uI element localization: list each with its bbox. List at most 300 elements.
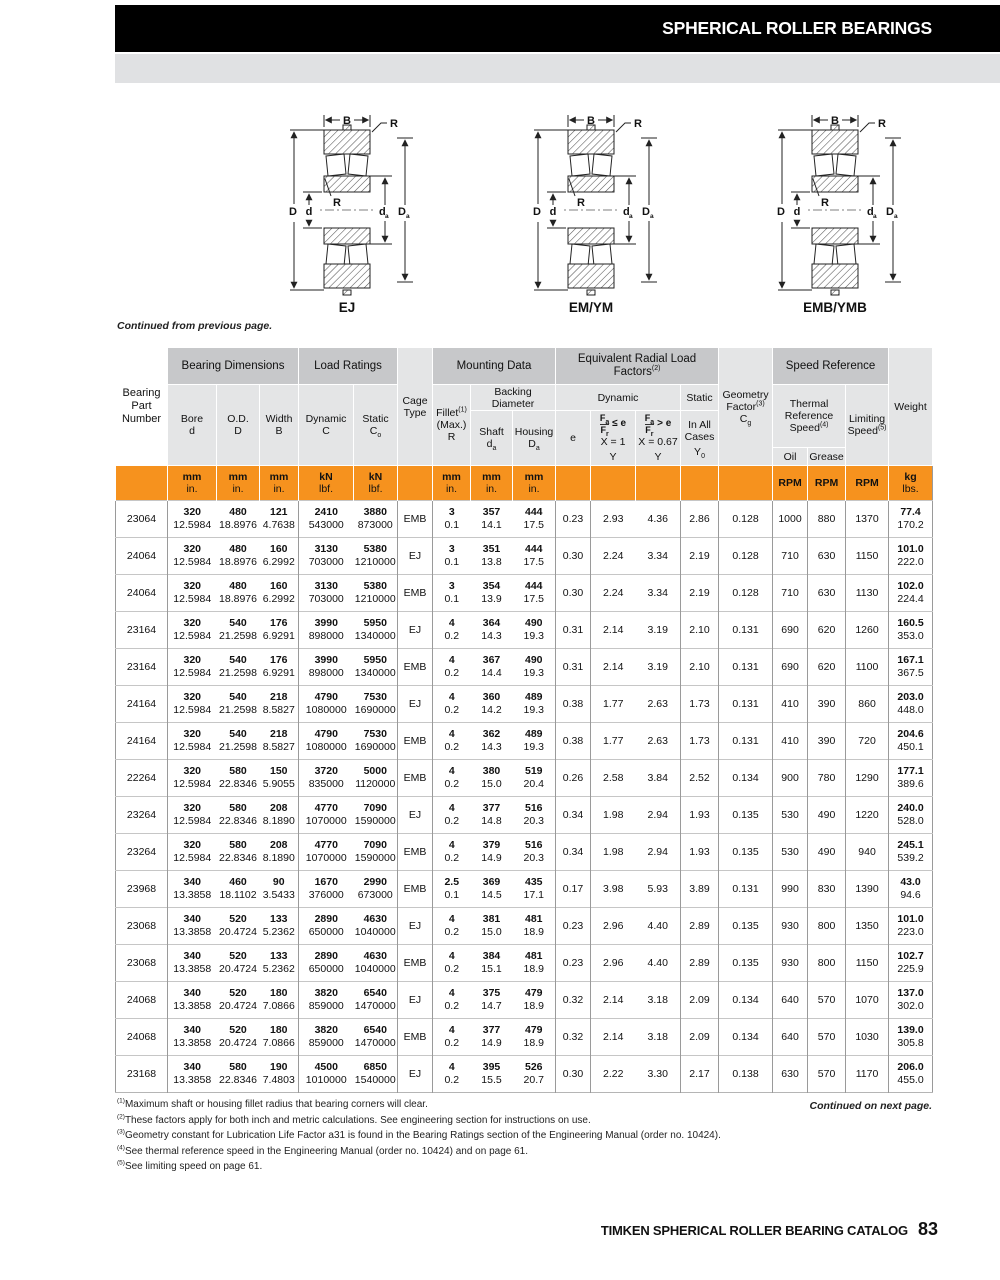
cell-cage-type: EMB (398, 649, 433, 686)
cell-dynamic-rating: 4790 1080000 (299, 723, 354, 760)
cell-fillet: 2.5 0.1 (433, 871, 471, 908)
group-header-equivalent-radial-load-factors: Equivalent Radial Load Factors$^{(2)}$ (556, 348, 719, 385)
bearing-cross-section-diagram (278, 112, 438, 317)
cell-width: 160 6.2992 (260, 538, 299, 575)
cell-geometry-factor: 0.135 (719, 908, 773, 945)
col-header-geometry-factor: Geometry Factor$^{(3)}$ $C_g$ (719, 348, 773, 466)
cell-grease-speed: 620 (808, 612, 846, 649)
cell-y-x067: 4.36 (636, 501, 681, 538)
svg-text:a: a (650, 213, 654, 220)
table-row (116, 612, 933, 649)
cell-od: 480 18.8976 (217, 501, 260, 538)
cell-width: 208 8.1890 (260, 797, 299, 834)
cell-grease-speed: 620 (808, 649, 846, 686)
cell-limiting-speed: 720 (846, 723, 889, 760)
col-header-in-all-cases: In All Cases $Y_0$ (681, 411, 719, 466)
cell-part-number: 23064 (116, 501, 168, 538)
cell-fillet: 4 0.2 (433, 649, 471, 686)
cell-y-x067: 2.94 (636, 797, 681, 834)
cell-oil-speed: 930 (773, 945, 808, 982)
dim-label-Da: D (398, 206, 406, 218)
cell-oil-speed: 640 (773, 982, 808, 1019)
cell-od: 540 21.2598 (217, 649, 260, 686)
cell-housing-backing: 490 19.3 (513, 649, 556, 686)
cell-y-x1: 2.93 (591, 501, 636, 538)
cell-y-x067: 4.40 (636, 908, 681, 945)
cell-width: 190 7.4803 (260, 1056, 299, 1093)
cell-width: 133 5.2362 (260, 945, 299, 982)
cell-e: 0.38 (556, 686, 591, 723)
cell-static-rating: 7090 1590000 (354, 797, 398, 834)
cell-geometry-factor: 0.128 (719, 538, 773, 575)
cell-e: 0.30 (556, 1056, 591, 1093)
table-row (116, 871, 933, 908)
table-row (116, 649, 933, 686)
footnote-1: $^{(1)}$Maximum shaft or housing fillet radius that bearing corners will clear. (117, 1097, 428, 1110)
cell-y0: 2.52 (681, 760, 719, 797)
cell-static-rating: 5000 1120000 (354, 760, 398, 797)
cell-oil-speed: 990 (773, 871, 808, 908)
table-row (116, 1019, 933, 1056)
cell-weight: 101.0 222.0 (889, 538, 933, 575)
cell-y-x1: 2.24 (591, 575, 636, 612)
cell-width: 160 6.2992 (260, 575, 299, 612)
table-row (116, 908, 933, 945)
cell-static-rating: 7090 1590000 (354, 834, 398, 871)
col-header-thermal-reference-speed: Thermal Reference Speed$^{(4)}$ (773, 385, 846, 448)
cell-limiting-speed: 1260 (846, 612, 889, 649)
cell-part-number: 23264 (116, 797, 168, 834)
cell-y-x1: 1.77 (591, 723, 636, 760)
dim-label-D: D (533, 206, 541, 218)
cell-y-x1: 3.98 (591, 871, 636, 908)
cell-e: 0.30 (556, 575, 591, 612)
col-header-weight: Weight (889, 348, 933, 466)
cell-shaft-backing: 362 14.3 (471, 723, 513, 760)
table-row (116, 501, 933, 538)
cell-housing-backing: 481 18.9 (513, 945, 556, 982)
cell-shaft-backing: 377 14.9 (471, 1019, 513, 1056)
units-row: mm in. mm in. mm in. kN lbf. kN lbf. mm in. mm in. mm in. RPM RPM RPM kg lbs. (116, 466, 933, 501)
continued-from-note: Continued from previous page. (117, 320, 273, 332)
cell-weight: 102.7 225.9 (889, 945, 933, 982)
footnote-2: $^{(2)}$These factors apply for both inch and metric calculations. See engineering section for instructions on use. (117, 1113, 591, 1126)
cell-fillet: 4 0.2 (433, 686, 471, 723)
bearing-spec-table (115, 347, 933, 1093)
cell-shaft-backing: 381 15.0 (471, 908, 513, 945)
footnote-5: $^{(5)}$See limiting speed on page 61. (117, 1159, 263, 1172)
cell-limiting-speed: 1070 (846, 982, 889, 1019)
cell-fillet: 4 0.2 (433, 908, 471, 945)
cell-od: 540 21.2598 (217, 686, 260, 723)
cell-y-x1: 1.98 (591, 834, 636, 871)
cell-weight: 203.0 448.0 (889, 686, 933, 723)
cell-housing-backing: 481 18.9 (513, 908, 556, 945)
cell-limiting-speed: 1390 (846, 871, 889, 908)
cell-limiting-speed: 1130 (846, 575, 889, 612)
footer-page-number: 83 (917, 1219, 938, 1239)
cell-cage-type: EMB (398, 834, 433, 871)
cell-y0: 2.19 (681, 575, 719, 612)
cell-y-x1: 1.98 (591, 797, 636, 834)
cell-limiting-speed: 1370 (846, 501, 889, 538)
cell-housing-backing: 489 19.3 (513, 686, 556, 723)
cell-oil-speed: 530 (773, 797, 808, 834)
diagram-ej (278, 112, 438, 317)
cell-cage-type: EMB (398, 501, 433, 538)
cell-y0: 2.19 (681, 538, 719, 575)
group-header-load-ratings: Load Ratings (299, 348, 398, 385)
cell-fillet: 4 0.2 (433, 834, 471, 871)
cell-od: 520 20.4724 (217, 945, 260, 982)
cell-shaft-backing: 375 14.7 (471, 982, 513, 1019)
footnotes (117, 1097, 817, 1175)
cell-e: 0.38 (556, 723, 591, 760)
cell-y0: 1.93 (681, 797, 719, 834)
col-header-factor-x067: $\frac{F_a}{F_r}$ > e X = 0.67 Y (636, 411, 681, 466)
cell-part-number: 23168 (116, 1056, 168, 1093)
cell-geometry-factor: 0.135 (719, 797, 773, 834)
diagram-label: EM/YM (568, 300, 614, 315)
table-row (116, 723, 933, 760)
cell-width: 176 6.9291 (260, 649, 299, 686)
dim-label-da: d (867, 206, 874, 218)
cell-y0: 2.09 (681, 1019, 719, 1056)
cell-dynamic-rating: 3990 898000 (299, 649, 354, 686)
cell-od: 520 20.4724 (217, 908, 260, 945)
cell-shaft-backing: 364 14.3 (471, 612, 513, 649)
table-row (116, 686, 933, 723)
cell-y0: 2.86 (681, 501, 719, 538)
cell-weight: 139.0 305.8 (889, 1019, 933, 1056)
cell-bore: 340 13.3858 (168, 982, 217, 1019)
footer-catalog-title: TIMKEN SPHERICAL ROLLER BEARING CATALOG (600, 1223, 908, 1238)
cell-bore: 340 13.3858 (168, 945, 217, 982)
cell-y0: 2.17 (681, 1056, 719, 1093)
cell-y-x067: 2.94 (636, 834, 681, 871)
cell-oil-speed: 710 (773, 538, 808, 575)
diagram-label: EJ (338, 300, 356, 315)
cell-e: 0.23 (556, 908, 591, 945)
cell-dynamic-rating: 3820 859000 (299, 982, 354, 1019)
cell-bore: 320 12.5984 (168, 575, 217, 612)
cell-y-x1: 2.14 (591, 612, 636, 649)
cell-width: 176 6.9291 (260, 612, 299, 649)
cell-bore: 340 13.3858 (168, 1056, 217, 1093)
table-row (116, 538, 933, 575)
dim-label-Da: D (886, 206, 894, 218)
cell-width: 121 4.7638 (260, 501, 299, 538)
dim-label-D: D (777, 206, 785, 218)
cell-y-x1: 2.14 (591, 1019, 636, 1056)
cell-fillet: 3 0.1 (433, 575, 471, 612)
cell-width: 180 7.0866 (260, 982, 299, 1019)
table-row (116, 834, 933, 871)
cell-geometry-factor: 0.131 (719, 612, 773, 649)
cell-grease-speed: 390 (808, 723, 846, 760)
cell-e: 0.23 (556, 945, 591, 982)
cell-e: 0.32 (556, 1019, 591, 1056)
cell-od: 520 20.4724 (217, 982, 260, 1019)
cell-y-x067: 2.63 (636, 723, 681, 760)
cell-oil-speed: 1000 (773, 501, 808, 538)
cell-y-x067: 3.18 (636, 1019, 681, 1056)
cell-cage-type: EMB (398, 760, 433, 797)
cell-weight: 245.1 539.2 (889, 834, 933, 871)
cell-housing-backing: 479 18.9 (513, 1019, 556, 1056)
cell-weight: 137.0 302.0 (889, 982, 933, 1019)
cell-y0: 3.89 (681, 871, 719, 908)
cell-cage-type: EJ (398, 612, 433, 649)
cell-geometry-factor: 0.131 (719, 723, 773, 760)
cell-y-x067: 3.84 (636, 760, 681, 797)
cell-limiting-speed: 1220 (846, 797, 889, 834)
dim-label-r-outer: R (878, 118, 886, 130)
cell-bore: 320 12.5984 (168, 760, 217, 797)
cell-y-x1: 2.24 (591, 538, 636, 575)
group-header-bearing-dimensions: Bearing Dimensions (168, 348, 299, 385)
cell-oil-speed: 640 (773, 1019, 808, 1056)
cell-housing-backing: 516 20.3 (513, 834, 556, 871)
cell-limiting-speed: 1350 (846, 908, 889, 945)
cell-limiting-speed: 1150 (846, 538, 889, 575)
cell-od: 580 22.8346 (217, 834, 260, 871)
cell-grease-speed: 800 (808, 908, 846, 945)
dim-label-b: B (831, 115, 839, 127)
cell-od: 520 20.4724 (217, 1019, 260, 1056)
cell-geometry-factor: 0.131 (719, 649, 773, 686)
diagram-emb-ymb (766, 112, 926, 317)
col-header-e: e (556, 411, 591, 466)
cell-y-x067: 3.19 (636, 649, 681, 686)
group-header-speed-reference: Speed Reference (773, 348, 889, 385)
cell-limiting-speed: 1150 (846, 945, 889, 982)
col-header-factor-x1: $\frac{F_a}{F_r}$ ≤ e X = 1 Y (591, 411, 636, 466)
cell-y0: 2.89 (681, 908, 719, 945)
cell-part-number: 24068 (116, 982, 168, 1019)
col-header-grease: Grease (808, 448, 846, 466)
cell-e: 0.32 (556, 982, 591, 1019)
cell-grease-speed: 570 (808, 982, 846, 1019)
cell-static-rating: 6850 1540000 (354, 1056, 398, 1093)
dim-label-da: d (379, 206, 386, 218)
cell-cage-type: EMB (398, 723, 433, 760)
cell-grease-speed: 630 (808, 575, 846, 612)
cell-dynamic-rating: 2890 650000 (299, 945, 354, 982)
cell-y-x067: 3.34 (636, 538, 681, 575)
cell-y-x067: 3.30 (636, 1056, 681, 1093)
cell-static-rating: 4630 1040000 (354, 945, 398, 982)
cell-y-x1: 2.14 (591, 649, 636, 686)
cell-e: 0.30 (556, 538, 591, 575)
cell-bore: 320 12.5984 (168, 723, 217, 760)
table-row (116, 797, 933, 834)
cell-fillet: 4 0.2 (433, 723, 471, 760)
cell-limiting-speed: 860 (846, 686, 889, 723)
cell-y-x067: 4.40 (636, 945, 681, 982)
svg-text:a: a (406, 213, 410, 220)
cell-bore: 340 13.3858 (168, 871, 217, 908)
cell-y-x1: 2.58 (591, 760, 636, 797)
cell-weight: 204.6 450.1 (889, 723, 933, 760)
cell-od: 480 18.8976 (217, 575, 260, 612)
cell-oil-speed: 710 (773, 575, 808, 612)
cell-shaft-backing: 360 14.2 (471, 686, 513, 723)
subgroup-header-static: Static (681, 385, 719, 411)
col-header-oil: Oil (773, 448, 808, 466)
cell-od: 580 22.8346 (217, 797, 260, 834)
cell-shaft-backing: 354 13.9 (471, 575, 513, 612)
cell-limiting-speed: 1100 (846, 649, 889, 686)
banner-underline-band (115, 54, 1000, 83)
cell-y-x067: 3.34 (636, 575, 681, 612)
cell-geometry-factor: 0.128 (719, 501, 773, 538)
cell-oil-speed: 930 (773, 908, 808, 945)
cell-fillet: 3 0.1 (433, 501, 471, 538)
cell-dynamic-rating: 2890 650000 (299, 908, 354, 945)
col-header-limiting-speed: Limiting Speed$^{(5)}$ (846, 385, 889, 466)
cell-static-rating: 7530 1690000 (354, 723, 398, 760)
cell-housing-backing: 519 20.4 (513, 760, 556, 797)
cell-width: 208 8.1890 (260, 834, 299, 871)
cell-static-rating: 3880 873000 (354, 501, 398, 538)
cell-od: 460 18.1102 (217, 871, 260, 908)
cell-dynamic-rating: 3820 859000 (299, 1019, 354, 1056)
subgroup-header-backing-diameter: Backing Diameter (471, 385, 556, 411)
cell-y-x067: 3.18 (636, 982, 681, 1019)
cell-e: 0.17 (556, 871, 591, 908)
footnote-4: $^{(4)}$See thermal reference speed in the Engineering Manual (order no. 10424) and on page 61. (117, 1144, 529, 1157)
cell-part-number: 24164 (116, 723, 168, 760)
cell-part-number: 23068 (116, 945, 168, 982)
cell-housing-backing: 444 17.5 (513, 575, 556, 612)
cell-part-number: 23164 (116, 612, 168, 649)
table-row (116, 945, 933, 982)
cell-static-rating: 5380 1210000 (354, 575, 398, 612)
cell-y-x1: 1.77 (591, 686, 636, 723)
cell-housing-backing: 489 19.3 (513, 723, 556, 760)
cell-dynamic-rating: 3720 835000 (299, 760, 354, 797)
dim-label-r-inner: R (821, 197, 829, 209)
col-header-fillet: Fillet$^{(1)}$ (Max.) R (433, 385, 471, 466)
cell-dynamic-rating: 4770 1070000 (299, 834, 354, 871)
cell-od: 580 22.8346 (217, 1056, 260, 1093)
cell-y-x067: 5.93 (636, 871, 681, 908)
cell-geometry-factor: 0.138 (719, 1056, 773, 1093)
cell-width: 218 8.5827 (260, 686, 299, 723)
cell-shaft-backing: 357 14.1 (471, 501, 513, 538)
cell-bore: 320 12.5984 (168, 649, 217, 686)
cell-dynamic-rating: 3130 703000 (299, 575, 354, 612)
cell-grease-speed: 490 (808, 797, 846, 834)
cell-bore: 320 12.5984 (168, 612, 217, 649)
cell-weight: 167.1 367.5 (889, 649, 933, 686)
cell-part-number: 24064 (116, 538, 168, 575)
cell-dynamic-rating: 2410 543000 (299, 501, 354, 538)
cell-geometry-factor: 0.134 (719, 982, 773, 1019)
cell-weight: 206.0 455.0 (889, 1056, 933, 1093)
cell-width: 218 8.5827 (260, 723, 299, 760)
cell-e: 0.26 (556, 760, 591, 797)
cell-y0: 2.10 (681, 612, 719, 649)
table-row (116, 1056, 933, 1093)
cell-fillet: 4 0.2 (433, 1056, 471, 1093)
cell-weight: 177.1 389.6 (889, 760, 933, 797)
cell-shaft-backing: 367 14.4 (471, 649, 513, 686)
group-header-mounting-data: Mounting Data (433, 348, 556, 385)
cell-dynamic-rating: 3990 898000 (299, 612, 354, 649)
cell-e: 0.34 (556, 834, 591, 871)
cell-y-x1: 2.22 (591, 1056, 636, 1093)
cell-width: 180 7.0866 (260, 1019, 299, 1056)
cell-cage-type: EMB (398, 945, 433, 982)
cell-fillet: 4 0.2 (433, 760, 471, 797)
col-header-od: O.D. D (217, 385, 260, 466)
col-header-bore: Bore d (168, 385, 217, 466)
col-header-shaft-da: Shaft $d_a$ (471, 411, 513, 466)
bearing-cross-section-diagram (766, 112, 926, 317)
cell-static-rating: 6540 1470000 (354, 1019, 398, 1056)
cell-part-number: 24064 (116, 575, 168, 612)
cell-y-x067: 3.19 (636, 612, 681, 649)
dim-label-r-outer: R (634, 118, 642, 130)
table-row (116, 575, 933, 612)
cell-limiting-speed: 940 (846, 834, 889, 871)
cell-cage-type: EMB (398, 871, 433, 908)
cell-grease-speed: 780 (808, 760, 846, 797)
cell-cage-type: EMB (398, 575, 433, 612)
cell-shaft-backing: 351 13.8 (471, 538, 513, 575)
dim-label-r-outer: R (390, 118, 398, 130)
cell-oil-speed: 900 (773, 760, 808, 797)
cell-part-number: 23264 (116, 834, 168, 871)
cell-dynamic-rating: 1670 376000 (299, 871, 354, 908)
table-row (116, 760, 933, 797)
cell-cage-type: EMB (398, 1019, 433, 1056)
svg-text:a: a (873, 213, 877, 220)
cell-bore: 320 12.5984 (168, 538, 217, 575)
cell-grease-speed: 830 (808, 871, 846, 908)
cell-geometry-factor: 0.128 (719, 575, 773, 612)
cell-od: 540 21.2598 (217, 612, 260, 649)
footnote-3: $^{(3)}$Geometry constant for Lubrication Life Factor a31 is found in the Bearing Ratings section of the Engineering Manual (order no. 10424). (117, 1128, 721, 1141)
cell-dynamic-rating: 4790 1080000 (299, 686, 354, 723)
cell-fillet: 4 0.2 (433, 982, 471, 1019)
svg-text:a: a (629, 213, 633, 220)
dim-label-Da: D (642, 206, 650, 218)
cell-geometry-factor: 0.135 (719, 834, 773, 871)
col-header-part-number: Bearing Part Number (116, 348, 168, 466)
cell-housing-backing: 479 18.9 (513, 982, 556, 1019)
cell-cage-type: EJ (398, 538, 433, 575)
cell-static-rating: 6540 1470000 (354, 982, 398, 1019)
cell-dynamic-rating: 4500 1010000 (299, 1056, 354, 1093)
cell-static-rating: 4630 1040000 (354, 908, 398, 945)
cell-grease-speed: 800 (808, 945, 846, 982)
cell-bore: 320 12.5984 (168, 501, 217, 538)
cell-cage-type: EJ (398, 1056, 433, 1093)
cell-static-rating: 7530 1690000 (354, 686, 398, 723)
cell-fillet: 4 0.2 (433, 1019, 471, 1056)
cell-shaft-backing: 384 15.1 (471, 945, 513, 982)
units-blank (116, 466, 168, 501)
cell-part-number: 23164 (116, 649, 168, 686)
cell-width: 150 5.9055 (260, 760, 299, 797)
col-header-housing-Da: Housing $D_a$ (513, 411, 556, 466)
cell-y0: 2.89 (681, 945, 719, 982)
continued-next-note: Continued on next page. (809, 1100, 932, 1112)
cell-grease-speed: 630 (808, 538, 846, 575)
